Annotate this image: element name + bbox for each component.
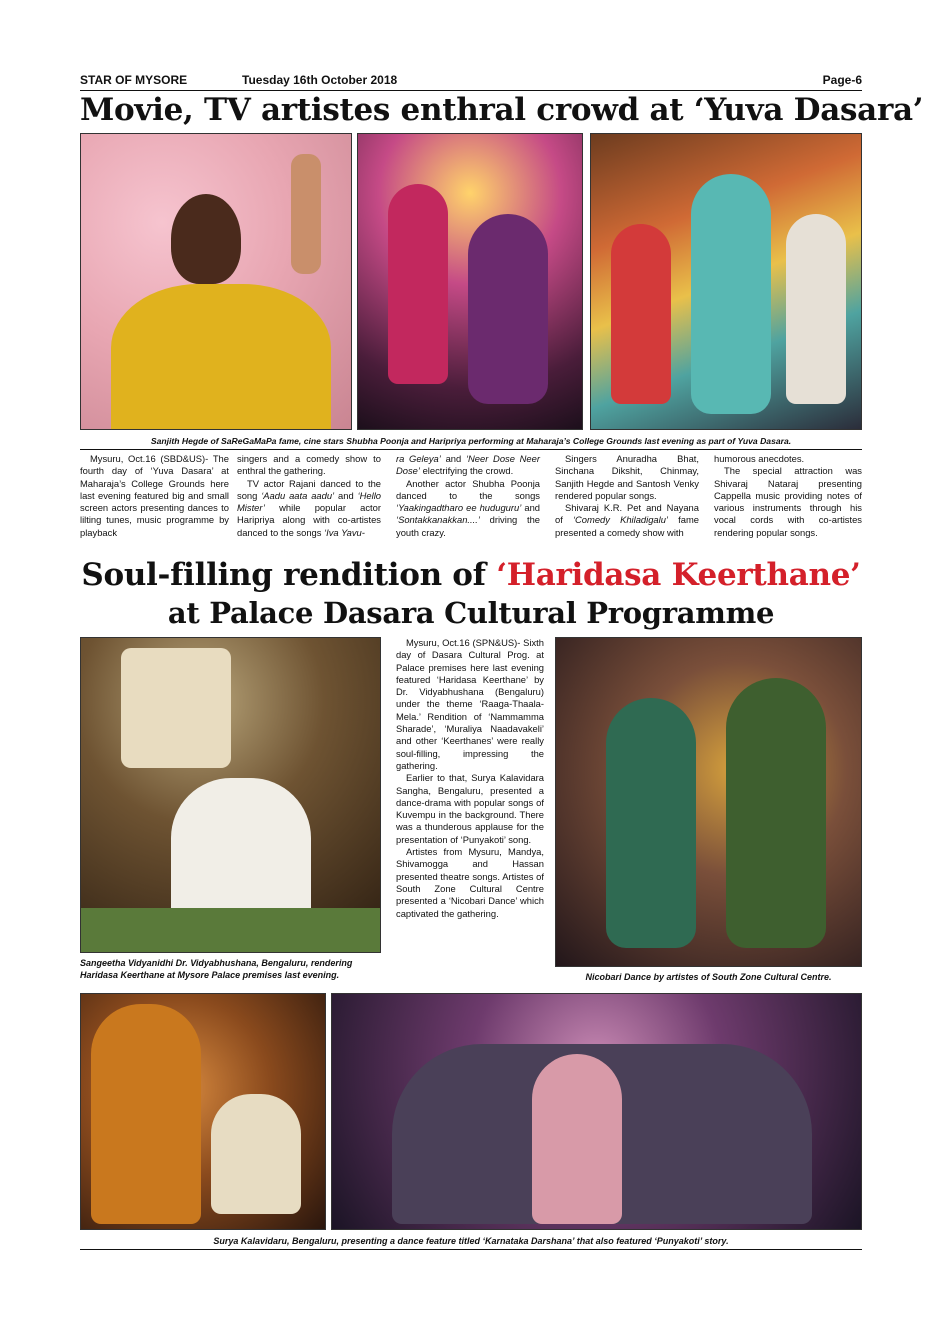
singer-jacket-shape: [111, 284, 331, 430]
story1-paragraph: Singers Anuradha Bhat, Sinchana Dikshit, Chinmay, Sanjith Hegde and Santosh Venky rendered popular songs.: [555, 453, 699, 501]
text-run: TV actor Rajani danced to the song: [237, 477, 381, 501]
stage-floor-shape: [81, 908, 381, 953]
footer-rule: [80, 1249, 862, 1250]
masthead: [80, 73, 862, 91]
text-run: Another actor Shubha Poonja danced to the songs: [396, 477, 540, 501]
story1-column-2: [237, 453, 381, 539]
story1-paragraph: [555, 502, 699, 539]
dancer-right-shape: [726, 678, 826, 948]
caption-karnataka-darshana: Surya Kalavidaru, Bengaluru, presenting a dance feature titled ‘Karnataka Darshana’ that also featured ‘Punyakoti’ story.: [213, 1236, 729, 1246]
newspaper-name: STAR OF MYSORE: [80, 73, 188, 87]
story1-paragraph: humorous anecdotes.: [714, 453, 805, 464]
song-title: ‘Aadu aata aadu’: [261, 489, 335, 501]
caption-part: fame, cine stars Shubha Poonja and Haripriya performing at Maharaja’s College Grounds last evening as part of Yuva Dasara.: [276, 436, 792, 446]
story1-paragraph: singers and a comedy show to enthral the gathering.: [237, 453, 381, 477]
text-run: and: [440, 453, 466, 464]
male-dancer-shape: [388, 184, 448, 384]
text-run: electrifying the crowd.: [419, 465, 514, 477]
photo-haripriya: [590, 133, 862, 430]
story2-headline-line1: [80, 557, 862, 593]
photo-shubha-poonja: [357, 133, 583, 430]
lead-dancer-shape: [691, 174, 771, 414]
masthead-rule: [80, 90, 862, 91]
story1-paragraph: [396, 453, 540, 478]
photo-karnataka-darshana: [331, 993, 862, 1230]
text-run: Shivaraj K.R. Pet and Nayana of: [555, 502, 699, 526]
song-title: ra Geleya’: [396, 453, 441, 464]
story1-column-1: [80, 453, 229, 539]
cow-costume-shape: [211, 1094, 301, 1214]
text-run: fame presented a comedy show with: [555, 514, 699, 538]
headline-highlight: ‘Haridasa Keerthane’: [496, 557, 861, 593]
caption-rule: [80, 449, 862, 450]
story1-paragraph: [396, 478, 540, 539]
caption-vidyabhushana: Sangeetha Vidyanidhi Dr. Vidyabhushana, Bengaluru, rendering Haridasa Keerthane at Mysore Palace premises last evening.: [80, 958, 353, 980]
story1-headline: Movie, TV artistes enthral crowd at ‘Yuva Dasara’: [80, 92, 924, 128]
female-dancer-shape: [468, 214, 548, 404]
headline-part: Soul-filling rendition of: [81, 557, 497, 593]
dancer-left-shape: [606, 698, 696, 948]
song-title: ‘Hello Mister’: [237, 489, 382, 514]
portrait-frame-shape: [121, 648, 231, 768]
song-title: ‘Iva Yavu-: [324, 526, 365, 538]
story2-headline-line2: at Palace Dasara Cultural Programme: [167, 596, 775, 630]
story1-caption: [80, 435, 862, 447]
song-title: ‘Sontakkanakkan....’: [396, 514, 480, 526]
story2-paragraph: Artistes from Mysuru, Mandya, Shivamogga and Hassan presented theatre songs. Artistes of South Zone Cultural Centre presented a ‘Nicobari Dance’ which captivated the gathering.: [396, 846, 544, 919]
singer-head-shape: [171, 194, 241, 284]
raised-arm-shape: [291, 154, 321, 274]
story1-paragraph: Mysuru, Oct.16 (SBD&US)- The fourth day of ‘Yuva Dasara’ at Maharaja’s College Grounds here last evening featured big and small screen actors presenting dances to lilting tunes, music programme by playback: [80, 453, 229, 538]
text-run: driving the youth crazy.: [396, 514, 540, 538]
photo-sanjith-hegde: [80, 133, 352, 430]
photo-vidyabhushana: [80, 637, 381, 953]
lead-dancer-shape: [532, 1054, 622, 1224]
caption-nicobari: Nicobari Dance by artistes of South Zone Cultural Centre.: [585, 972, 832, 982]
text-run: and: [334, 489, 358, 501]
story2-paragraph: Mysuru, Oct.16 (SPN&US)- Sixth day of Dasara Cultural Prog. at Palace premises here last evening featured ‘Haridasa Keerthane’ by Dr. Vidyabhushana (Bengaluru) under the theme ‘Raaga-Thaala-Mela.’ Rendition of ‘Nammamma Sharade’, ‘Muraliya Naadavakeli’ and other ‘Keerthanes’ were really soul-filling, impressing the gathering.: [396, 637, 544, 771]
story1-column-4: [555, 453, 699, 539]
story2-column: [396, 637, 544, 920]
caption-part: Sanjith Hegde of: [150, 436, 222, 446]
story1-column-5: [714, 453, 862, 539]
caption-show-name: SaReGaMaPa: [221, 436, 277, 446]
story1-paragraph: [237, 478, 381, 539]
song-title: ‘Yaakingadtharo ee huduguru’: [396, 502, 522, 514]
text-run: and: [521, 502, 540, 514]
tiger-costume-shape: [91, 1004, 201, 1224]
show-title: ‘Comedy Khiladigalu’: [572, 514, 669, 526]
co-dancer-left-shape: [611, 224, 671, 404]
text-run: while popular actor Haripriya along with co-artistes danced to the songs: [237, 502, 381, 538]
photo-punyakoti-tiger: [80, 993, 326, 1230]
story2-paragraph: Earlier to that, Surya Kalavidara Sangha, Bengaluru, presented a dance-drama with popular songs of Kuvempu in the background. There was a thunderous applause for the presentation of ‘Punyakoti’ song.: [396, 772, 544, 845]
co-dancer-right-shape: [786, 214, 846, 404]
song-title: ‘Neer Dose Neer Dose’: [396, 453, 540, 477]
story1-column-3: [396, 453, 540, 539]
issue-date: Tuesday 16th October 2018: [242, 73, 398, 87]
story1-paragraph: The special attraction was Shivaraj Nataraj presenting Cappella music providing notes of various instruments through his vocal cords with co-artistes rendering popular songs.: [714, 465, 862, 538]
photo-nicobari-dance: [555, 637, 862, 967]
page-number: Page-6: [822, 73, 862, 87]
